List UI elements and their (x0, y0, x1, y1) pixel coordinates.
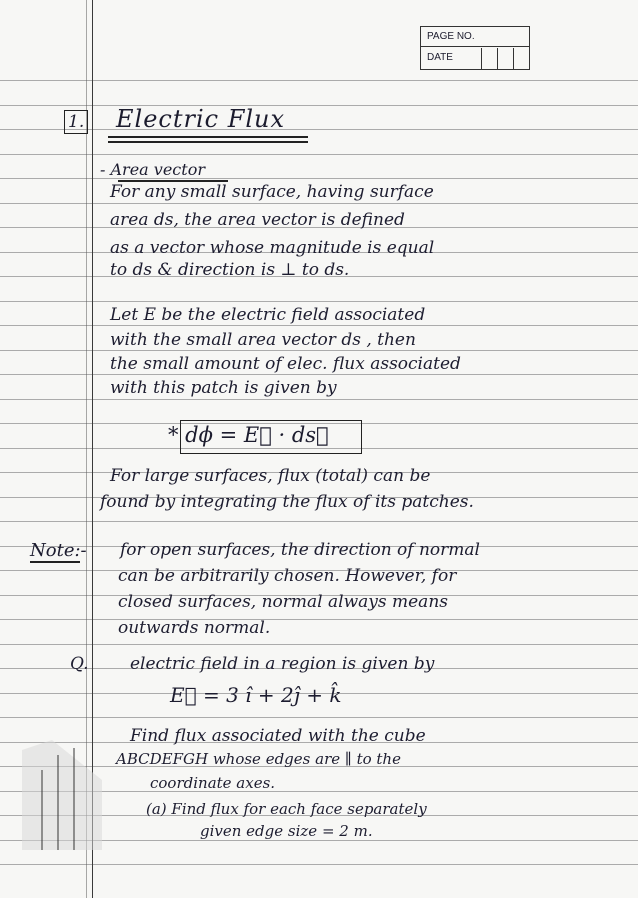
let-para-line: with this patch is given by (110, 378, 337, 398)
title-underline (108, 141, 308, 143)
question-line: ABCDEFGH whose edges are ∥ to the (116, 750, 401, 768)
ruled-line (0, 864, 638, 865)
ruled-line (0, 105, 638, 106)
title-number: 1. (68, 112, 85, 132)
title-underline (108, 136, 308, 138)
page-no-label: PAGE NO. (427, 31, 475, 42)
ruled-line (0, 374, 638, 375)
flux-formula: * dϕ = E⃗ · ds⃗ (168, 423, 329, 447)
ruled-line (0, 178, 638, 179)
question-line: Find flux associated with the cube (130, 726, 426, 746)
ruled-line (0, 154, 638, 155)
let-para-line: the small amount of elec. flux associated (110, 354, 461, 374)
note-label-underline (30, 561, 80, 563)
area-vector-line: as a vector whose magnitude is equal (110, 238, 435, 258)
ruled-line (0, 644, 638, 645)
ruled-line (0, 717, 638, 718)
large-surfaces-line: For large surfaces, flux (total) can be (110, 466, 431, 486)
question-line: coordinate axes. (150, 774, 276, 792)
ruled-line (0, 350, 638, 351)
area-vector-line: to ds & direction is ⊥ to ds. (110, 260, 350, 280)
ruled-line (0, 129, 638, 130)
ruled-line (0, 203, 638, 204)
ruled-line (0, 521, 638, 522)
area-vector-line: For any small surface, having surface (110, 182, 434, 202)
page-title: Electric Flux (116, 105, 286, 133)
note-line: can be arbitrarily chosen. However, for (118, 566, 457, 586)
ruled-line (0, 399, 638, 400)
large-surfaces-line: found by integrating the flux of its patches. (100, 492, 474, 512)
field-equation: E⃗ = 3 î + 2ĵ + k̂ (170, 683, 342, 707)
ruled-line (0, 619, 638, 620)
question-line: electric field in a region is given by (130, 654, 435, 674)
date-cell-divider (481, 48, 482, 69)
date-cell-divider (513, 48, 514, 69)
note-line: for open surfaces, the direction of normal (120, 540, 480, 560)
ruled-line (0, 301, 638, 302)
question-line: given edge size = 2 m. (200, 822, 373, 840)
date-cell-divider (497, 48, 498, 69)
note-line: closed surfaces, normal always means (118, 592, 448, 612)
note-label: Note:- (30, 540, 87, 561)
date-label: DATE (427, 52, 453, 63)
let-para-line: with the small area vector ds , then (110, 330, 416, 350)
area-vector-line: area ds, the area vector is defined (110, 210, 405, 230)
ruled-line (0, 325, 638, 326)
note-line: outwards normal. (118, 618, 271, 638)
let-para-line: Let E be the electric field associated (110, 305, 426, 325)
page-curl-shadow (22, 740, 102, 850)
ruled-line (0, 80, 638, 81)
page-header-box (420, 26, 530, 70)
question-label: Q. (70, 654, 89, 674)
page-no-field (421, 27, 529, 47)
question-line: (a) Find flux for each face separately (146, 800, 427, 818)
area-vector-heading: - Area vector (100, 160, 205, 179)
